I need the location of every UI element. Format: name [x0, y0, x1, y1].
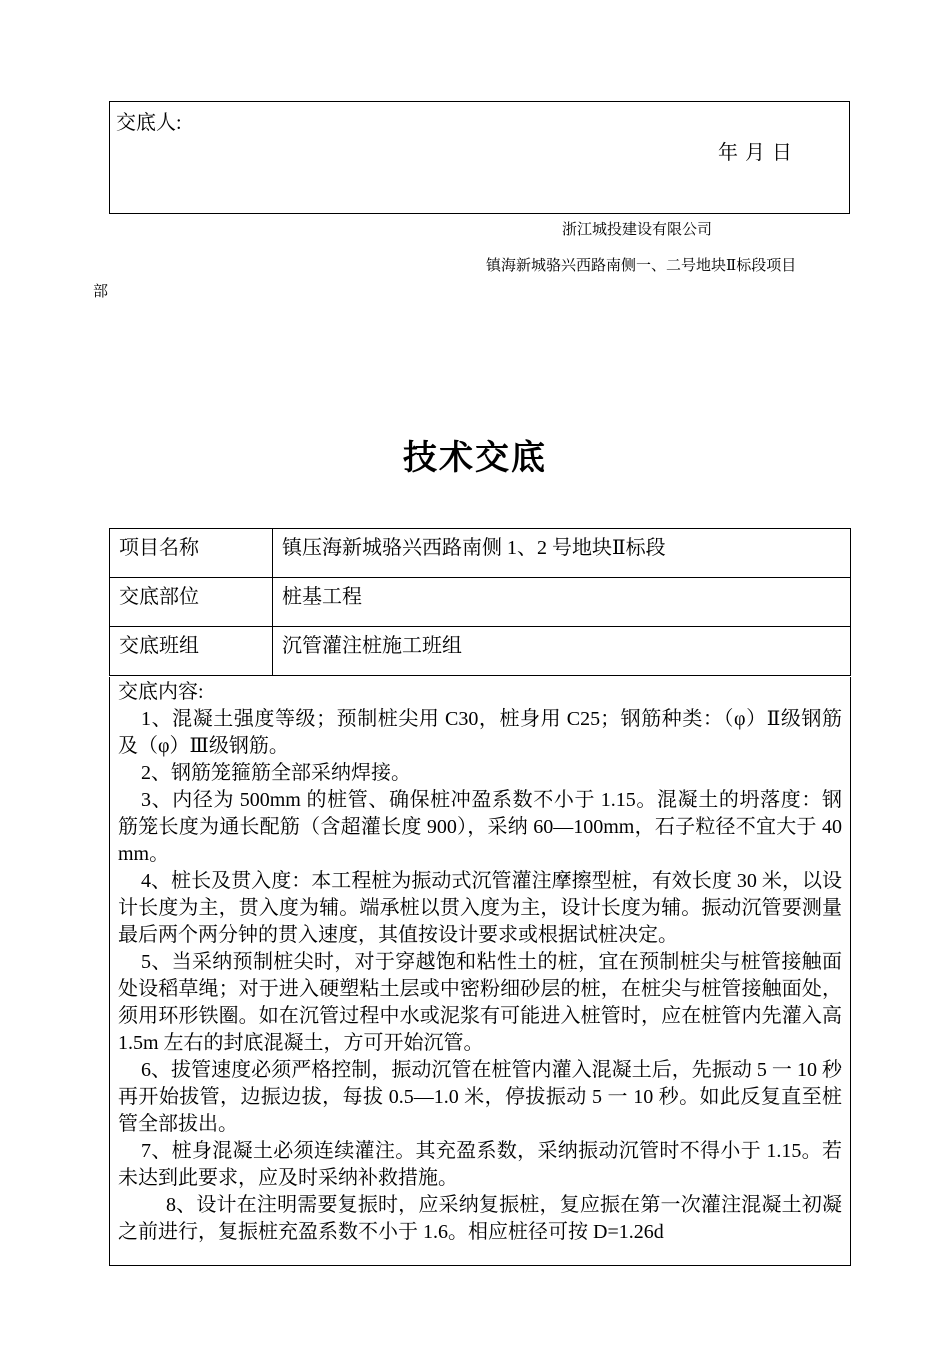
- content-paragraph: 4、桩长及贯入度：本工程桩为振动式沉管灌注摩擦型桩，有效长度 30 米，以设计长度为主，贯入度为辅。端承桩以贯入度为主，设计长度为辅。振动沉管要测量最后两个两分钟的贯入速度，其值按设计要求或根据试桩决定。: [118, 870, 842, 946]
- signoff-date: 年 月 日: [718, 142, 793, 164]
- project-department-tail: 部: [93, 284, 109, 300]
- info-row-part: [110, 578, 851, 627]
- content-paragraph: 7、桩身混凝土必须连续灌注。其充盈系数，采纳振动沉管时不得小于 1.15。若未达到此要求，应及时采纳补救措施。: [118, 1140, 842, 1189]
- info-row-team: [110, 627, 851, 676]
- info-label: 交底班组: [110, 627, 273, 676]
- info-label: 交底部位: [110, 578, 273, 627]
- signoff-label: 交底人:: [116, 112, 182, 134]
- page-title: 技术交底: [403, 440, 547, 477]
- content-paragraph: 5、当采纳预制桩尖时，对于穿越饱和粘性土的桩，宜在预制桩尖与桩管接触面处设稻草绳；对于进入硬塑粘土层或中密粉细砂层的桩，在桩尖与桩管接触面处，须用环形铁圈。如在沉管过程中水或泥浆有可能进入桩管时，应在桩管内先灌入高 1.5m 左右的封底混凝土，方可开始沉管。: [118, 951, 842, 1054]
- content-paragraph: 3、内径为 500mm 的桩管、确保桩冲盈系数不小于 1.15。混凝土的坍落度：钢筋笼长度为通长配筋（含超灌长度 900），采纳 60—100mm，石子粒径不宜大于 40mm。: [118, 789, 842, 865]
- content-title: 交底内容:: [118, 681, 204, 703]
- content-paragraph: 8、设计在注明需要复振时，应采纳复振桩，复应振在第一次灌注混凝土初凝之前进行，复振桩充盈系数不小于 1.6。相应桩径可按 D=1.26d: [118, 1194, 842, 1243]
- content-box: [109, 677, 851, 1266]
- signoff-box: [109, 101, 850, 214]
- content-paragraph: 6、拔管速度必须严格控制，振动沉管在桩管内灌入混凝土后，先振动 5 一 10 秒再开始拔管，边振边拔，每拔 0.5—1.0 米，停拔振动 5 一 10 秒。如此反复直至桩管全部拔出。: [118, 1059, 842, 1135]
- company-name: 浙江城投建设有限公司: [562, 222, 713, 238]
- info-value: 沉管灌注桩施工班组: [273, 627, 851, 676]
- content-paragraph: 2、钢筋笼箍筋全部采纳焊接。: [141, 762, 411, 784]
- info-value: 桩基工程: [273, 578, 851, 627]
- info-label: 项目名称: [110, 529, 273, 578]
- content-paragraph: 1、混凝土强度等级；预制桩尖用 C30，桩身用 C25；钢筋种类：（φ）Ⅱ级钢筋及（φ）Ⅲ级钢筋。: [118, 708, 842, 757]
- info-row-project: [110, 529, 851, 578]
- info-table: [109, 528, 851, 676]
- info-value: 镇压海新城骆兴西路南侧 1、2 号地块Ⅱ标段: [273, 529, 851, 578]
- project-department: 镇海新城骆兴西路南侧一、二号地块Ⅱ标段项目: [486, 258, 797, 274]
